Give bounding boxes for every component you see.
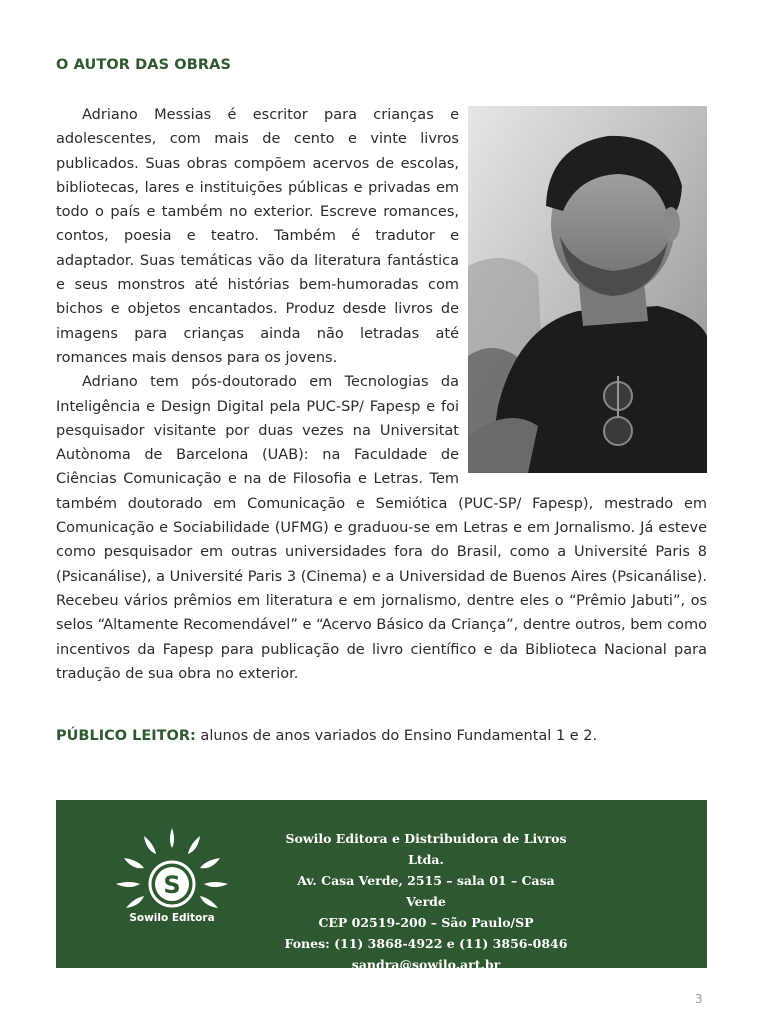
author-photo bbox=[468, 106, 707, 473]
logo-name: Sowilo Editora bbox=[129, 912, 215, 924]
company-name: Sowilo Editora e Distribuidora de Livros Ltda. bbox=[285, 831, 567, 867]
email-address[interactable]: sandra@sowilo.art.br bbox=[351, 957, 501, 972]
audience-label: PÚBLICO LEITOR: bbox=[56, 728, 196, 744]
publisher-address bbox=[276, 828, 576, 975]
page-number: 3 bbox=[695, 992, 703, 1006]
street-address: Av. Casa Verde, 2515 – sala 01 – Casa Verde bbox=[297, 873, 555, 909]
publisher-footer bbox=[56, 800, 707, 972]
audience-text: alunos de anos variados do Ensino Fundamental 1 e 2. bbox=[195, 728, 598, 744]
logo-letter: S bbox=[163, 871, 181, 899]
target-audience bbox=[56, 728, 707, 744]
bio-paragraph-2: Adriano tem pós-doutorado em Tecnologias da Inteligência e Design Digital pela PUC-SP/ Fapesp e foi pesquisador visitante por duas vezes na Universitat Autònoma de Barcelona (UAB): na Faculdade de Ciências Comunicação e na de Filosofia e Letras. Tem também doutorado em Comunicação e Semiótica (PUC-SP/ Fapesp), mestrado em Comunicação e Sociabilidade (UFMG) e graduou-se em Letras e em Jornalismo. Já esteve como pesquisador em outras universidades fora do Brasil, como a Université Paris 8 (Psicanálise), a Université Paris 3 (Cinema) e a Universidad de Buenos Aires (Psicanálise). Recebeu vários prêmios em literatura e em jornalismo, dentre eles o “Prêmio Jabuti”, os selos “Altamente Recomendável” e “Acervo Básico da Criança”, dentre outros, bem como incentivos da Fapesp para publicação de livro científico e da Biblioteca Nacional para tradução de sua obra no exterior. bbox=[56, 374, 707, 682]
section-heading: O AUTOR DAS OBRAS bbox=[56, 57, 232, 73]
postal-code: CEP 02519-200 – São Paulo/SP bbox=[318, 915, 534, 930]
phone-numbers: Fones: (11) 3868-4922 e (11) 3856-0846 bbox=[284, 936, 568, 951]
bio-paragraph-1: Adriano Messias é escritor para crianças e adolescentes, com mais de cento e vinte livros publicados. Suas obras compõem acervos de escolas, bibliotecas, lares e instituições públicas e privadas em todo o país e também no exterior. Escreve romances, contos, poesia e teatro. Também é tradutor e adaptador. Suas temáticas vão da literatura fantástica e seus monstros até histórias bem-humoradas com bichos e objetos encantados. Produz desde livros de imagens para crianças ainda não letradas até romances mais densos para os jovens. bbox=[56, 107, 459, 366]
